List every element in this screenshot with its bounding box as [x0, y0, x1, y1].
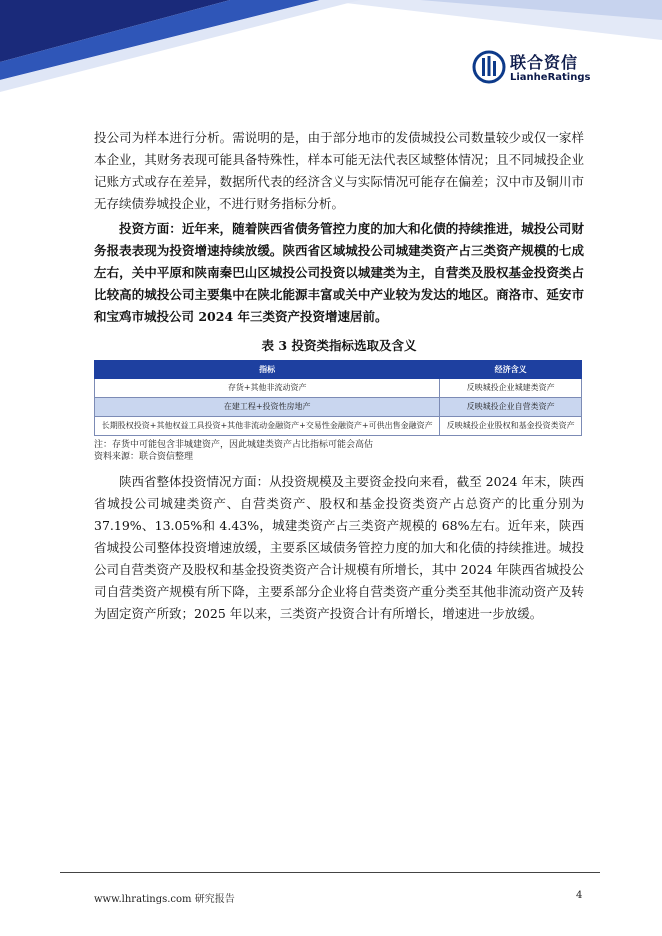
table-cell-indicator: 长期股权投资+其他权益工具投资+其他非流动金融资产+交易性金融资产+可供出售金融资产: [95, 417, 440, 436]
paragraph-sample-note: 投公司为样本进行分析。需说明的是，由于部分地市的发债城投公司数量较少或仅一家样本企业，其财务表现可能具备特殊性，样本可能无法代表区域整体情况；且不同城投企业记账方式或存在差异，数据所代表的经济含义与实际情况可能存在偏差；汉中市及铜川市无存续债券城投企业，不进行财务指标分析。: [94, 130, 584, 211]
report-body: [94, 127, 584, 628]
table-row: [95, 398, 582, 417]
table-title: 表 3 投资类指标选取及含义: [261, 338, 417, 353]
page-number: 4: [576, 890, 583, 901]
logo-chinese-name: 联合资信: [510, 53, 579, 72]
table-header-meaning: 经济含义: [440, 361, 582, 379]
paragraph-investment-summary: 投资方面：近年来，随着陕西省债务管控力度的加大和化债的持续推进，城投公司财务报表表现为投资增速持续放缓。陕西省区域城投公司城建类资产占三类资产规模的七成左右，关中平原和陕南秦巴山区城投公司投资以城建类为主，自营类及股权基金投资类占比较高的城投公司主要集中在陕北能源丰富或关中产业较为发达的地区。商洛市、延安市和宝鸡市城投公司 2024 年三类资产投资增速居前。: [94, 221, 584, 324]
logo-mark-icon: [472, 50, 506, 84]
table-row: [95, 379, 582, 398]
table-header-indicator: 指标: [95, 361, 440, 379]
logo-english-name: LianheRatings: [510, 72, 591, 83]
table-cell-indicator: 在建工程+投资性房地产: [95, 398, 440, 417]
company-logo: [472, 50, 597, 88]
paragraph-provincial-investment: 陕西省整体投资情况方面：从投资规模及主要资金投向来看，截至 2024 年末，陕西省城投公司城建类资产、自营类资产、股权和基金投资类资产占总资产的比重分别为 37.19%、13.05%和 4.43%，城建类资产占三类资产规模的 68%左右。近年来，陕西省城投公司整体投资增速放缓，主要系区域债务管控力度的加大和化债的持续推进。城投公司自营类资产及股权和基金投资类资产合计规模有所增长，其中 2024 年陕西省城投公司自营类资产规模有所下降，主要系部分企业将自营类资产重分类至其他非流动资产及转为固定资产所致；2025 年以来，三类资产投资合计有所增长，增速进一步放缓。: [94, 474, 584, 621]
table-note: 注：存货中可能包含非城建资产，因此城建类资产占比指标可能会高估: [94, 440, 374, 450]
table-cell-indicator: 存货+其他非流动资产: [95, 379, 440, 398]
footer-divider: [60, 872, 600, 873]
table-source: 资料来源：联合资信整理: [94, 452, 194, 462]
table-cell-meaning: 反映城投企业自营类资产: [440, 398, 582, 417]
table-cell-meaning: 反映城投企业城建类资产: [440, 379, 582, 398]
table-header-row: [95, 361, 582, 379]
table-row: [95, 417, 582, 436]
footer-website: www.lhratings.com 研究报告: [94, 894, 235, 905]
table-cell-meaning: 反映城投企业股权和基金投资类资产: [440, 417, 582, 436]
investment-indicator-table: [94, 360, 582, 436]
